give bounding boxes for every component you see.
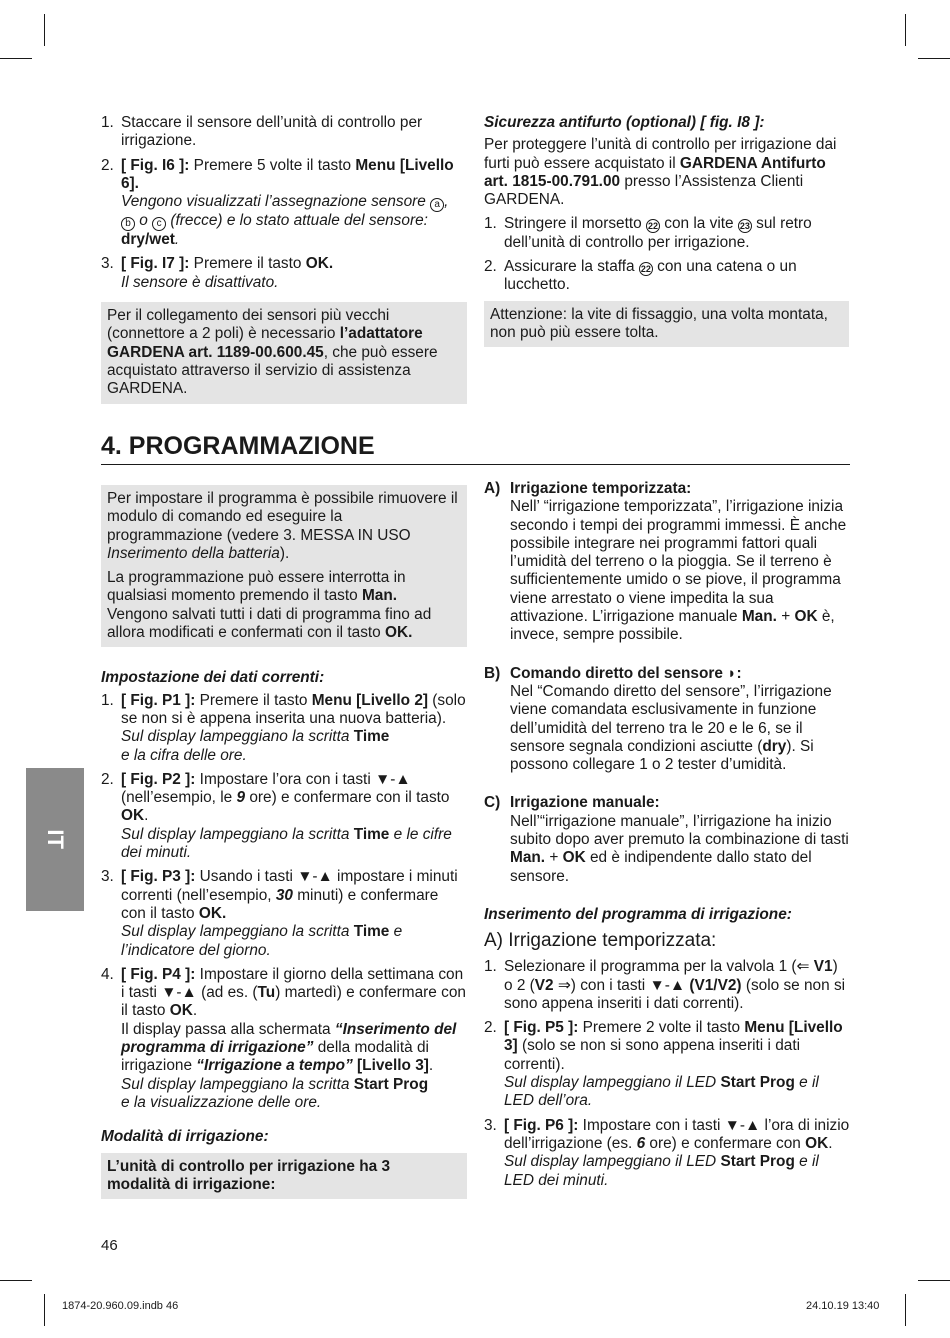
item-text: Usando i tasti ▼-▲ impostare i minuti correnti (nell’esempio, xyxy=(121,868,458,904)
fig-ref: [ Fig. P4 ]: xyxy=(121,965,196,983)
item-italic: e il LED dei minuti. xyxy=(504,1153,819,1189)
item-text: (solo se non si sono appena inseriti i dati correnti). xyxy=(504,976,846,1012)
item-bold: V1 xyxy=(813,958,833,976)
mode-bold: Man. xyxy=(741,608,777,626)
mode-text: Nell’ “irrigazione temporizzata”, l’irrigazione inizia secondo i tempi dei programmi immessi. È anche possibile integrare nei programmi fattori quali l’umidità del terreno o la pioggia. Se il terreno è sufficientemente umido o se piove, il programma viene arrestato o viene impedita la sua attivazione. L’irrigazione manuale xyxy=(510,498,847,626)
item-bold: Menu [Livello 2] xyxy=(311,691,429,709)
adapter-note xyxy=(101,302,467,403)
list-item xyxy=(484,215,850,252)
item-text: Selezionare il programma per la valvola 1 (⇐ xyxy=(504,958,814,976)
right-bottom-column xyxy=(484,480,850,1196)
item-italic: e le cifre dei minuti. xyxy=(121,825,452,862)
intro-text: La programmazione può essere interrotta in qualsiasi momento premendo il tasto xyxy=(107,569,406,605)
item-bold: Menu [Livello 3] xyxy=(504,1019,843,1055)
page-number: 46 xyxy=(101,1237,118,1254)
list-item xyxy=(101,114,467,151)
item-italic: Sul display lampeggiano il LED xyxy=(504,1153,721,1171)
current-data-heading: Impostazione dei dati correnti: xyxy=(101,669,325,687)
intro-bold: OK. xyxy=(385,624,413,642)
crop-mark xyxy=(44,1294,45,1326)
circle-number: 22 xyxy=(647,221,658,232)
item-text: (solo se non si è appena inserita una nuova batteria). xyxy=(121,691,466,727)
item-number: 4. xyxy=(101,965,114,983)
mode-title: Irrigazione temporizzata: xyxy=(510,480,692,497)
item-text: Staccare il sensore dell’unità di controllo per irrigazione. xyxy=(121,114,423,150)
crop-mark xyxy=(0,58,32,59)
item-italic: Sul display lampeggiano il LED xyxy=(504,1074,721,1092)
item-text: Impostare il giorno della settimana con i tasti ▼-▲ (ad es. ( xyxy=(121,965,464,1002)
segment-digit: 9 xyxy=(236,789,246,807)
item-bold: OK xyxy=(805,1134,829,1152)
mode-item xyxy=(484,794,850,885)
modes-list xyxy=(484,480,850,886)
intro-text: Vengono salvati tutti i dati di programma fino ad allora modificati e confermati con il tasto xyxy=(107,605,432,642)
note-bold: l’adattatore GARDENA art. 1189-00.600.45 xyxy=(107,325,423,361)
item-bold: Start Prog xyxy=(720,1153,795,1171)
item-text: ore) e confermare con il tasto xyxy=(245,789,450,807)
modes-box xyxy=(101,1153,467,1200)
footer-file: 1874-20.960.09.indb 46 xyxy=(62,1300,179,1312)
circle-label: c xyxy=(152,217,166,231)
list-item xyxy=(101,771,467,862)
para-text: presso l’Assistenza Clienti GARDENA. xyxy=(484,172,804,209)
crop-mark xyxy=(905,14,906,46)
circle-label: a xyxy=(430,198,444,212)
item-number: 2. xyxy=(484,1019,497,1037)
segment-digit: 30 xyxy=(275,886,293,904)
item-text: (solo se non si sono appena inseriti i dati correnti). xyxy=(504,1037,801,1073)
left-bottom-column xyxy=(101,485,467,1199)
current-data-steps xyxy=(101,692,467,1113)
item-text: . xyxy=(428,1057,434,1075)
fig-ref: [ Fig. P5 ]: xyxy=(504,1019,579,1037)
item-bold: OK. xyxy=(305,255,334,273)
note-text: , che può essere acquistato attraverso il servizio di assistenza GARDENA. xyxy=(107,343,438,398)
antitheft-paragraph xyxy=(484,136,850,209)
mode-text: + xyxy=(776,608,795,626)
item-text: Impostare l’ora con i tasti ▼-▲ (nell’esempio, le xyxy=(121,770,411,807)
attention-note: Attenzione: la vite di fissaggio, una volta montata, non può più essere tolta. xyxy=(484,301,849,348)
item-bold: [Livello 3] xyxy=(352,1057,429,1075)
language-tab-label: IT xyxy=(43,829,69,850)
item-bold-italic: “Irrigazione a tempo” xyxy=(196,1057,353,1075)
list-item xyxy=(484,1117,850,1190)
item-text: Premere il tasto xyxy=(189,255,306,273)
item-italic: e la cifra delle ore. xyxy=(121,746,247,764)
circle-number: 23 xyxy=(739,221,750,232)
fig-ref: [ Fig. P3 ]: xyxy=(121,868,196,886)
note-text: Per il collegamento dei sensori più vecchi (connettore a 2 poli) è necessario xyxy=(107,307,390,343)
list-item xyxy=(484,258,850,295)
item-number: 2. xyxy=(101,770,114,788)
crop-mark xyxy=(905,1294,906,1326)
mode-bold: OK xyxy=(562,849,586,867)
mode-text: ed è indipendente dallo stato del sensore. xyxy=(510,849,812,885)
item-bold-italic: “Inserimento del programma di irrigazione” xyxy=(121,1020,457,1057)
item-bold: Tu xyxy=(257,984,276,1002)
right-top-column xyxy=(484,114,850,347)
item-text: ore) e confermare con xyxy=(645,1134,806,1152)
item-text: Stringere il morsetto xyxy=(504,215,646,233)
circle-label: b xyxy=(121,217,135,231)
list-item xyxy=(101,868,467,959)
item-bold: OK xyxy=(121,807,145,825)
item-number: 1. xyxy=(101,691,114,709)
fig-ref: [ Fig. I7 ]: xyxy=(121,255,190,273)
mode-text: Nel “Comando diretto del sensore”, l’irrigazione viene comandata esclusivamente in funzione dell’umidità del terreno tra le 20 e le 6, se il sensore segnala condizioni asciutte ( xyxy=(510,682,832,755)
mode-item xyxy=(484,480,850,645)
item-text: . xyxy=(144,807,149,825)
item-italic: Il sensore è disattivato. xyxy=(121,273,279,291)
intro-bold: Man. xyxy=(361,587,397,605)
item-text: con una catena o un lucchetto. xyxy=(504,258,797,294)
mode-bold: dry xyxy=(762,737,787,755)
item-text: minuti) e confermare con il tasto xyxy=(121,886,439,922)
item-number: 1. xyxy=(484,958,497,976)
item-italic: Sul display lampeggiano la scritta xyxy=(121,1075,354,1093)
item-text: ) martedì) e confermare con il tasto xyxy=(121,984,466,1020)
mode-bold: OK xyxy=(794,608,818,626)
antitheft-steps-list xyxy=(484,215,850,294)
item-number: 1. xyxy=(484,215,497,233)
item-italic: e il LED dell’ora. xyxy=(504,1074,819,1110)
sensor-steps-list xyxy=(101,114,467,292)
item-italic: (frecce) e lo stato attuale del sensore: xyxy=(166,212,428,230)
mode-text: + xyxy=(545,849,563,867)
item-bold: dry/wet xyxy=(121,231,175,249)
mode-item xyxy=(484,665,850,775)
list-item xyxy=(484,958,850,1013)
item-number: 3. xyxy=(101,255,114,273)
mode-text: ). Si possono collegare 1 o 2 tester d’umidità. xyxy=(510,737,814,774)
mode-title: Irrigazione manuale: xyxy=(510,794,660,812)
item-bold: Time xyxy=(353,825,390,843)
section-title: 4. PROGRAMMAZIONE xyxy=(101,430,850,465)
antitheft-heading: Sicurezza antifurto (optional) [ fig. I8 ]: xyxy=(484,114,765,131)
intro-box xyxy=(101,485,467,647)
item-number: 2. xyxy=(484,258,497,276)
list-item xyxy=(101,692,467,765)
item-bold: (V1/V2) xyxy=(689,976,742,994)
mode-letter: B) xyxy=(484,664,501,682)
item-text: sul retro dell’unità di controllo per irrigazione. xyxy=(504,215,812,251)
program-steps xyxy=(484,958,850,1190)
intro-italic: Inserimento della batteria xyxy=(107,544,280,562)
fig-ref: [ Fig. P2 ]: xyxy=(121,770,196,788)
left-top-column xyxy=(101,114,467,404)
intro-text: ). xyxy=(279,544,290,562)
item-text: . xyxy=(828,1134,833,1152)
item-bold: Start Prog xyxy=(720,1074,795,1092)
item-bold: OK. xyxy=(198,904,227,922)
mode-text: Nell’“irrigazione manuale”, l’irrigazione ha inizio subito dopo aver premuto la combinazione di tasti xyxy=(510,812,849,849)
item-text: Impostare con i tasti ▼-▲ l’ora di inizio dell’irrigazione (es. xyxy=(504,1116,850,1152)
crop-mark xyxy=(44,14,45,46)
circle-number: 22 xyxy=(640,264,651,275)
list-item xyxy=(101,966,467,1112)
item-text: Premere il tasto xyxy=(195,691,312,709)
item-text: con la vite xyxy=(660,215,738,233)
modes-heading: Modalità di irrigazione: xyxy=(101,1128,269,1146)
item-number: 1. xyxy=(101,114,114,131)
mode-title: Comando diretto del sensore ◗: xyxy=(510,664,742,682)
item-number: 2. xyxy=(101,156,114,174)
item-bold: V2 xyxy=(534,976,554,994)
item-bold: Time xyxy=(353,728,390,746)
item-text: della modalità di irrigazione xyxy=(121,1039,429,1075)
item-number: 3. xyxy=(484,1116,497,1134)
segment-digit: 6 xyxy=(636,1134,646,1152)
item-italic: , xyxy=(444,193,449,211)
list-item xyxy=(101,157,467,250)
item-italic: Sul display lampeggiano la scritta xyxy=(121,728,354,746)
program-entry-heading: Inserimento del programma di irrigazione: xyxy=(484,905,792,923)
item-bold: OK xyxy=(169,1002,193,1020)
mode-letter: C) xyxy=(484,794,501,812)
mode-bold: Man. xyxy=(510,849,546,867)
item-text: Il display passa alla schermata xyxy=(121,1020,335,1038)
mode-letter: A) xyxy=(484,480,501,497)
item-bold: Time xyxy=(353,923,390,941)
program-subtitle: A) Irrigazione temporizzata: xyxy=(484,930,717,952)
item-italic: Sul display lampeggiano la scritta xyxy=(121,923,354,941)
item-number: 3. xyxy=(101,868,114,886)
item-text: Premere 5 volte il tasto xyxy=(189,156,356,174)
item-text: ⇒) con i tasti ▼-▲ xyxy=(553,976,690,994)
item-italic: e la visualizzazione delle ore. xyxy=(121,1093,322,1111)
fig-ref: [ Fig. P6 ]: xyxy=(504,1116,579,1134)
mode-text: è, invece, sempre possibile. xyxy=(510,608,835,644)
footer-date: 24.10.19 13:40 xyxy=(806,1300,880,1312)
list-item xyxy=(101,255,467,292)
crop-mark xyxy=(918,1280,950,1281)
item-italic: Sul display lampeggiano la scritta xyxy=(121,825,354,843)
list-item xyxy=(484,1019,850,1110)
item-italic: Vengono visualizzati l’assegnazione sensore xyxy=(121,193,431,211)
intro-text: Per impostare il programma è possibile rimuovere il modulo di comando ed eseguire la programmazione (vedere 3. MESSA IN USO xyxy=(107,490,458,544)
item-text: Assicurare la staffa xyxy=(504,258,639,276)
modes-text: L’unità di controllo per irrigazione ha 3 modalità di irrigazione: xyxy=(107,1157,391,1193)
item-bold: Start Prog xyxy=(353,1075,429,1093)
item-text: ) o 2 ( xyxy=(504,958,838,994)
fig-ref: [ Fig. I6 ]: xyxy=(121,156,190,174)
fig-ref: [ Fig. P1 ]: xyxy=(121,691,196,709)
para-bold: GARDENA Antifurto art. 1815-00.791.00 xyxy=(484,154,826,190)
item-italic: . xyxy=(174,231,180,249)
language-tab xyxy=(26,768,84,911)
item-italic: e l’indicatore del giorno. xyxy=(121,923,403,959)
item-bold: Menu [Livello 6]. xyxy=(121,156,454,192)
crop-mark xyxy=(918,58,950,59)
item-text: . xyxy=(192,1002,198,1020)
crop-mark xyxy=(0,1280,32,1281)
item-text: Premere 2 volte il tasto xyxy=(578,1019,745,1037)
para-text: Per proteggere l’unità di controllo per irrigazione dai furti può essere acquistato il xyxy=(484,136,837,172)
item-italic: o xyxy=(135,212,153,230)
